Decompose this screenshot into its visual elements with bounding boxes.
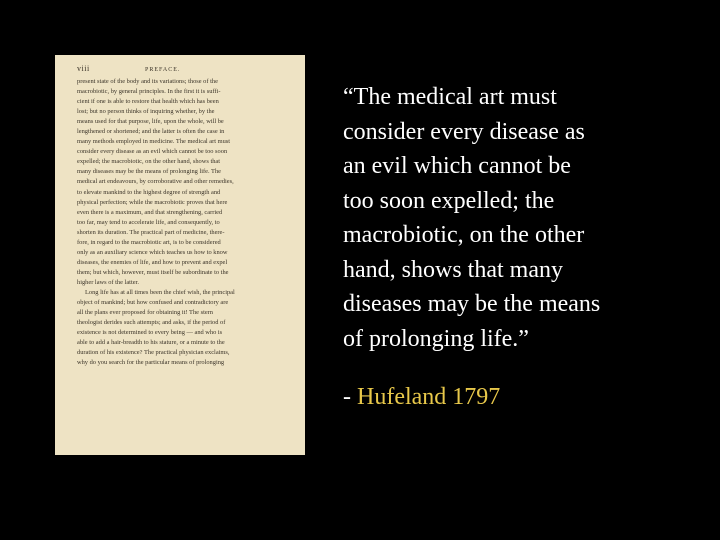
scan-line: why do you search for the particular means of prolonging [77, 359, 225, 367]
scan-line: object of mankind; but how confused and contradictory are [77, 299, 229, 307]
scan-running-head: PREFACE. [145, 67, 181, 73]
scan-line: diseases, the enemies of life, and how to prevent and expel [77, 258, 228, 266]
scan-line: theologist derides such attempts; and asks, if the period of [77, 319, 226, 327]
scan-line: many methods employed in medicine. The medical art must [77, 138, 231, 146]
quote-line: hand, shows that many [343, 256, 563, 283]
quote-line: macrobiotic, on the other [343, 222, 585, 248]
scan-line: many diseases may be the means of prolonging life. The [77, 168, 221, 176]
scan-line: shorten its duration. The practical part of medicine, there- [77, 228, 225, 236]
scan-line: Long life has at all times been the chief wish, the principal [85, 288, 235, 296]
attribution-dash: - [343, 384, 357, 410]
scan-line: even there is a maximum, and that strengthening, carried [77, 208, 223, 216]
quote-line: diseases may be the means [343, 291, 601, 317]
attribution-name: Hufeland 1797 [357, 384, 501, 410]
scanned-book-page [55, 55, 305, 455]
scan-line: existence is not determined to every being — and who is [77, 329, 223, 337]
scan-page-number: viii [77, 64, 90, 73]
scan-line: higher laws of the latter. [77, 278, 139, 286]
scan-line: too far, may tend to accelerate life, and consequently, to [77, 218, 220, 226]
scan-line: physical perfection; while the macrobiotic proves that here [77, 198, 228, 206]
scan-line: expelled; the macrobiotic, on the other hand, shows that [77, 158, 221, 166]
scan-line: duration of his existence? The practical physician exclaims, [77, 349, 230, 357]
scan-header [77, 64, 297, 73]
scan-line: able to add a hair-breadth to his stature, or a minute to the [77, 339, 225, 347]
scan-line: consider every disease as an evil which cannot be too soon [77, 148, 228, 156]
scan-line: medical art endeavours, by corroborative and other remedies, [77, 178, 234, 186]
quote-line: “The medical art must [343, 84, 557, 110]
quote-line: consider every disease as [343, 118, 585, 145]
scan-line: them; but which, however, must itself be subordinate to the [77, 268, 229, 276]
scan-line: only as an auxiliary science which teaches us how to know [77, 248, 228, 256]
scan-line: fore, in regard to the macrobiotic art, is to be considered [77, 238, 221, 246]
scan-line: all the plans ever proposed for obtaining it! The stern [77, 309, 214, 317]
quote-line: an evil which cannot be [343, 153, 571, 179]
scan-line: cient if one is able to restore that health which has been [77, 98, 219, 106]
scan-line: to elevate mankind to the highest degree of strength and [77, 188, 221, 196]
quote-block [343, 80, 693, 356]
attribution [343, 380, 500, 414]
scan-line: present state of the body and its variations; those of the [77, 78, 218, 85]
quote-line: too soon expelled; the [343, 187, 555, 214]
scan-line: lengthened or shortened; and the latter is often the case in [77, 128, 225, 136]
scan-body [77, 77, 297, 368]
scan-line: macrobiotic, by general principles. In the first it is suffi- [77, 88, 221, 96]
quote-line: of prolonging life.” [343, 325, 529, 352]
scan-line: lost; but no person thinks of inquiring whether, by the [77, 108, 215, 116]
scan-line: means used for that purpose, life, upon the whole, will be [77, 118, 224, 126]
